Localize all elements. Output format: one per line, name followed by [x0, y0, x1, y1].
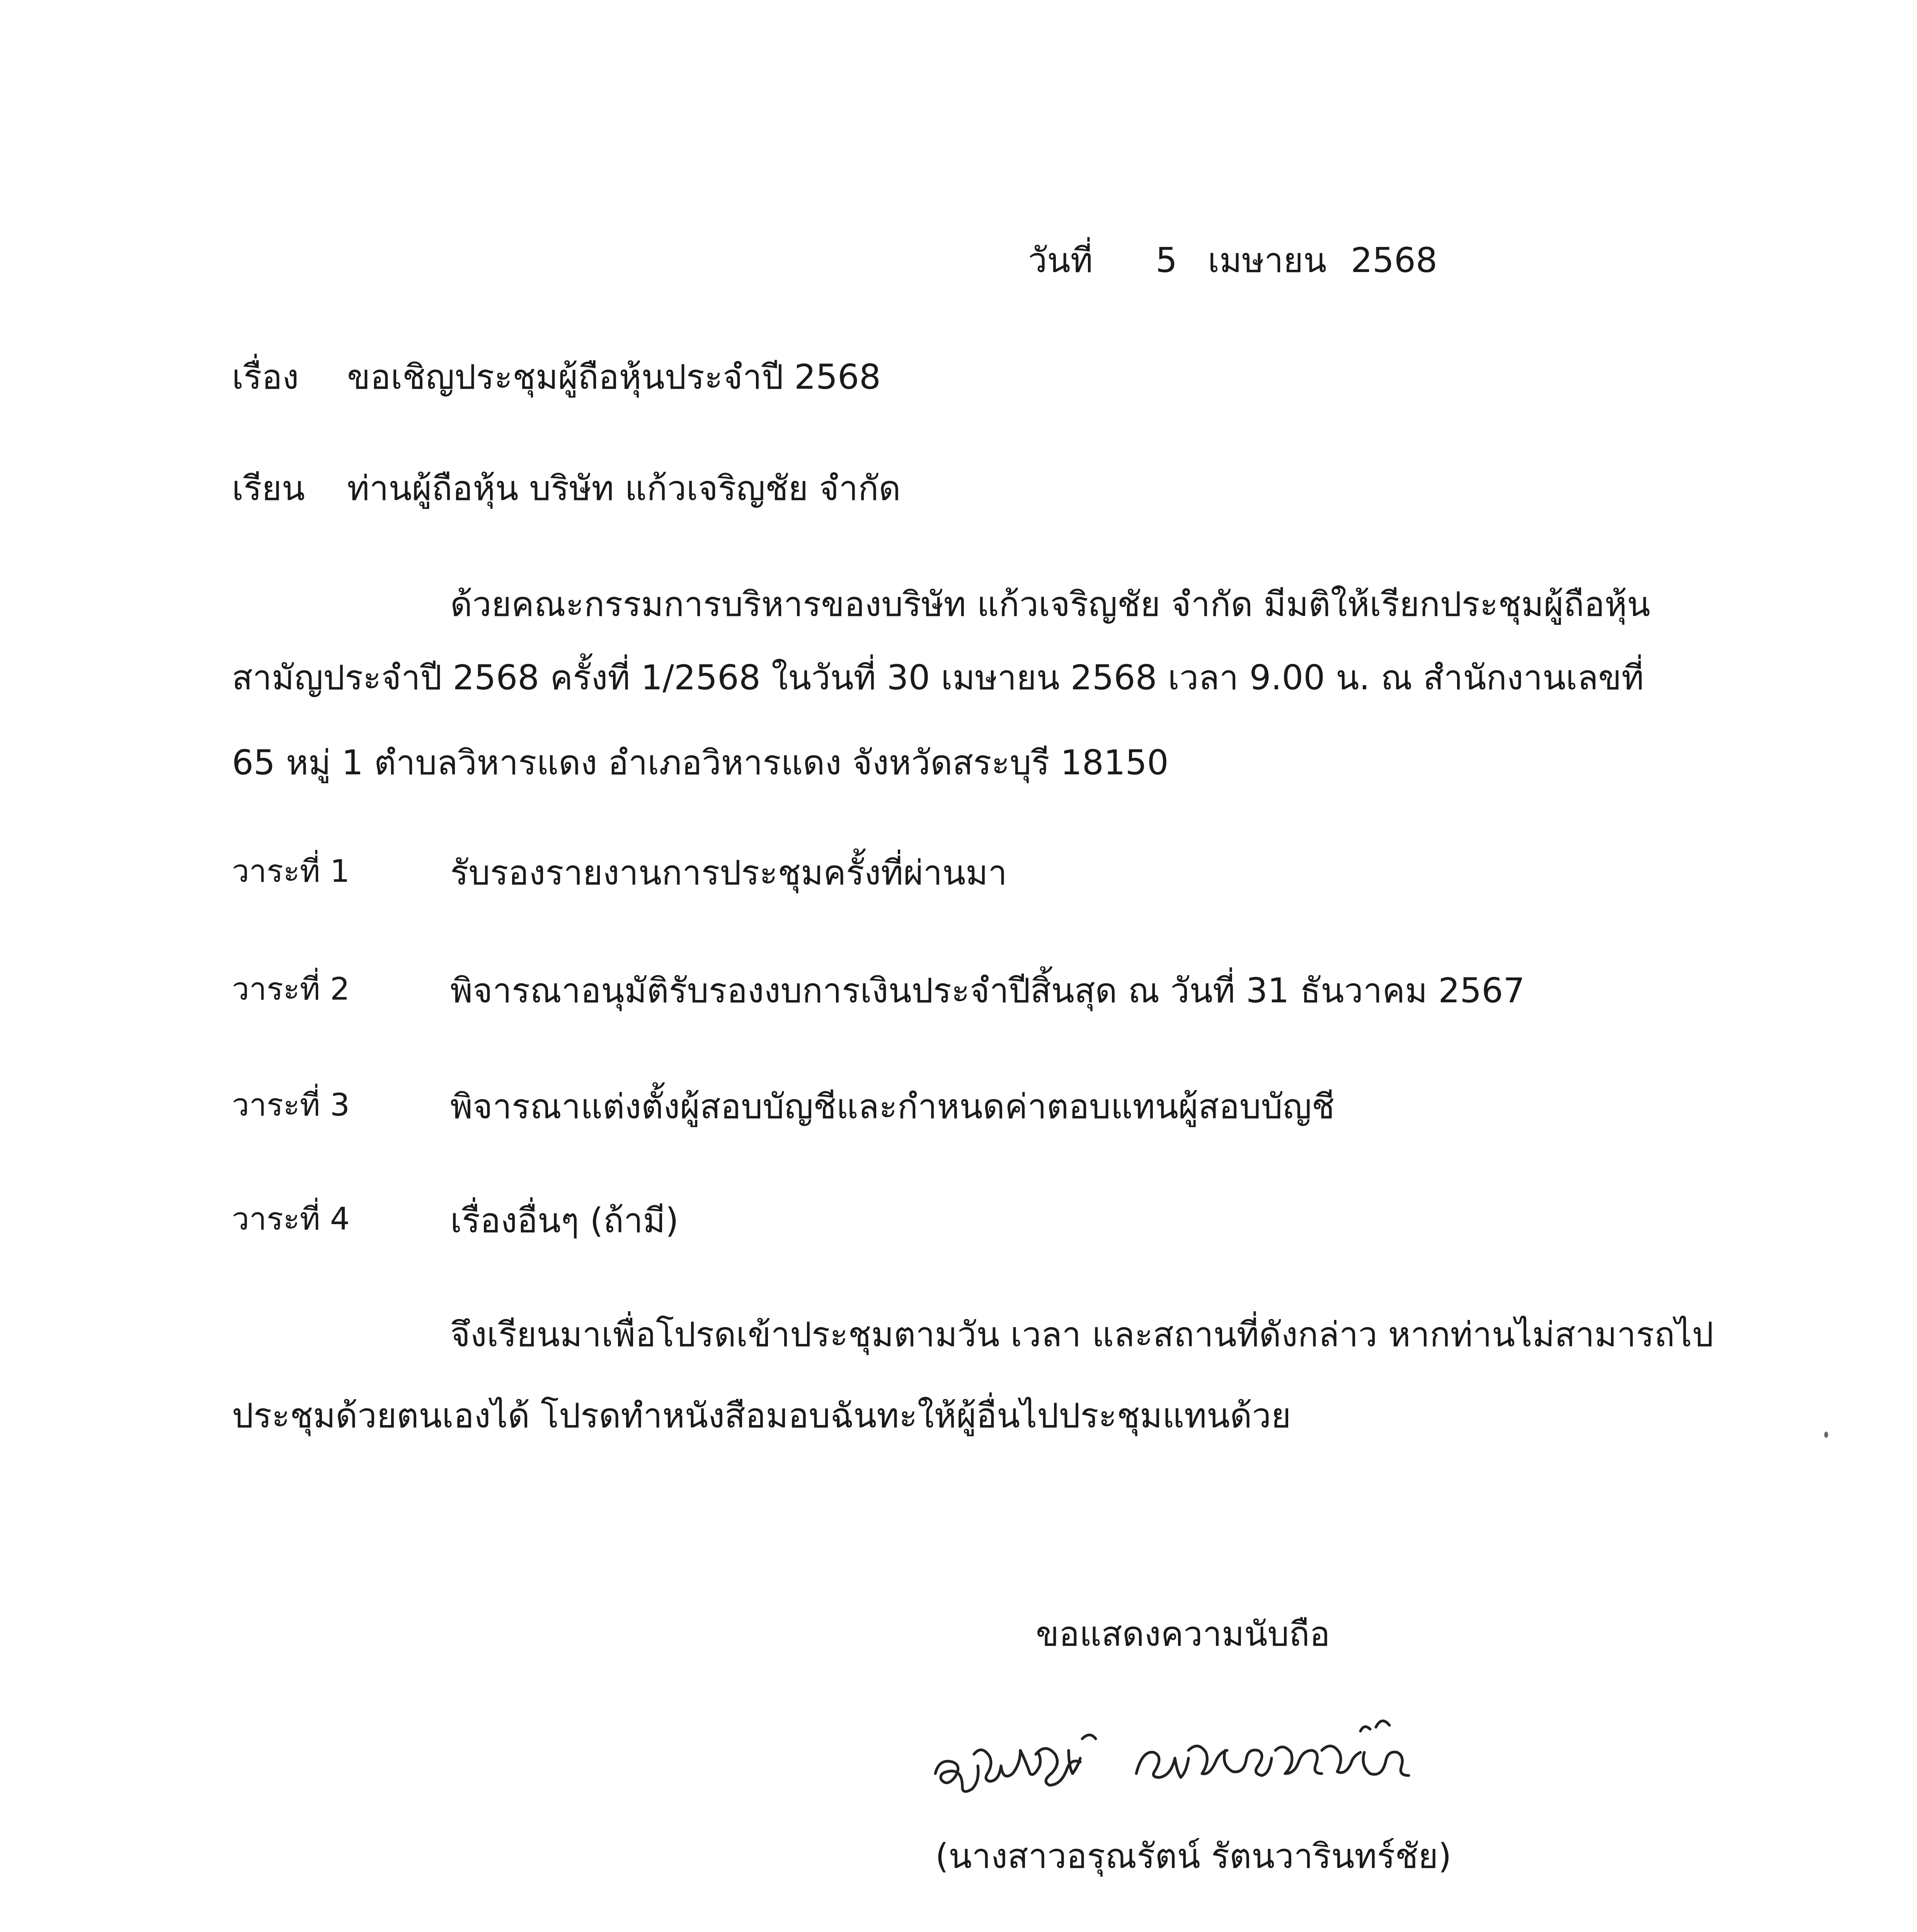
- date-day: 5: [1156, 240, 1177, 280]
- closing-line: ประชุมด้วยตนเองได้ โปรดทำหนังสือมอบฉันทะให้ผู้อื่นไปประชุมแทนด้วย: [232, 1396, 1291, 1435]
- body-line: 65 หมู่ 1 ตำบลวิหารแดง อำเภอวิหารแดง จังหวัดสระบุรี 18150: [232, 743, 1169, 782]
- handwritten-signature: [920, 1708, 1461, 1816]
- date-label: วันที่: [1028, 240, 1093, 280]
- agenda-label: วาระที่ 2: [232, 971, 350, 1007]
- agenda-text: เรื่องอื่นๆ (ถ้ามี): [450, 1201, 679, 1240]
- agenda-text: พิจารณาอนุมัติรับรองงบการเงินประจำปีสิ้นสุด ณ วันที่ 31 ธันวาคม 2567: [450, 971, 1525, 1010]
- agenda-label: วาระที่ 1: [232, 853, 350, 889]
- body-line: ด้วยคณะกรรมการบริหารของบริษัท แก้วเจริญชัย จำกัด มีมติให้เรียกประชุมผู้ถือหุ้น: [450, 584, 1650, 624]
- agenda-text: รับรองรายงานการประชุมครั้งที่ผ่านมา: [450, 853, 1007, 893]
- subject-label: เรื่อง: [232, 357, 299, 397]
- agenda-label: วาระที่ 4: [232, 1201, 350, 1237]
- body-line: สามัญประจำปี 2568 ครั้งที่ 1/2568 ในวันที่ 30 เมษายน 2568 เวลา 9.00 น. ณ สำนักงานเลขที่: [232, 658, 1644, 697]
- agenda-text: พิจารณาแต่งตั้งผู้สอบบัญชีและกำหนดค่าตอบแทนผู้สอบบัญชี: [450, 1087, 1335, 1126]
- date-year: 2568: [1351, 240, 1437, 280]
- recipient-label: เรียน: [232, 468, 305, 508]
- regards-text: ขอแสดงความนับถือ: [1036, 1614, 1330, 1654]
- closing-line: จึงเรียนมาเพื่อโปรดเข้าประชุมตามวัน เวลา และสถานที่ดังกล่าว หากท่านไม่สามารถไป: [450, 1315, 1714, 1354]
- recipient-text: ท่านผู้ถือหุ้น บริษัท แก้วเจริญชัย จำกัด: [347, 468, 901, 508]
- scan-speck: [1824, 1432, 1828, 1438]
- agenda-label: วาระที่ 3: [232, 1087, 350, 1123]
- date-month: เมษายน: [1208, 240, 1327, 280]
- signer-name: (นางสาวอรุณรัตน์ รัตนวารินทร์ชัย): [935, 1836, 1452, 1876]
- subject-text: ขอเชิญประชุมผู้ถือหุ้นประจำปี 2568: [347, 357, 881, 397]
